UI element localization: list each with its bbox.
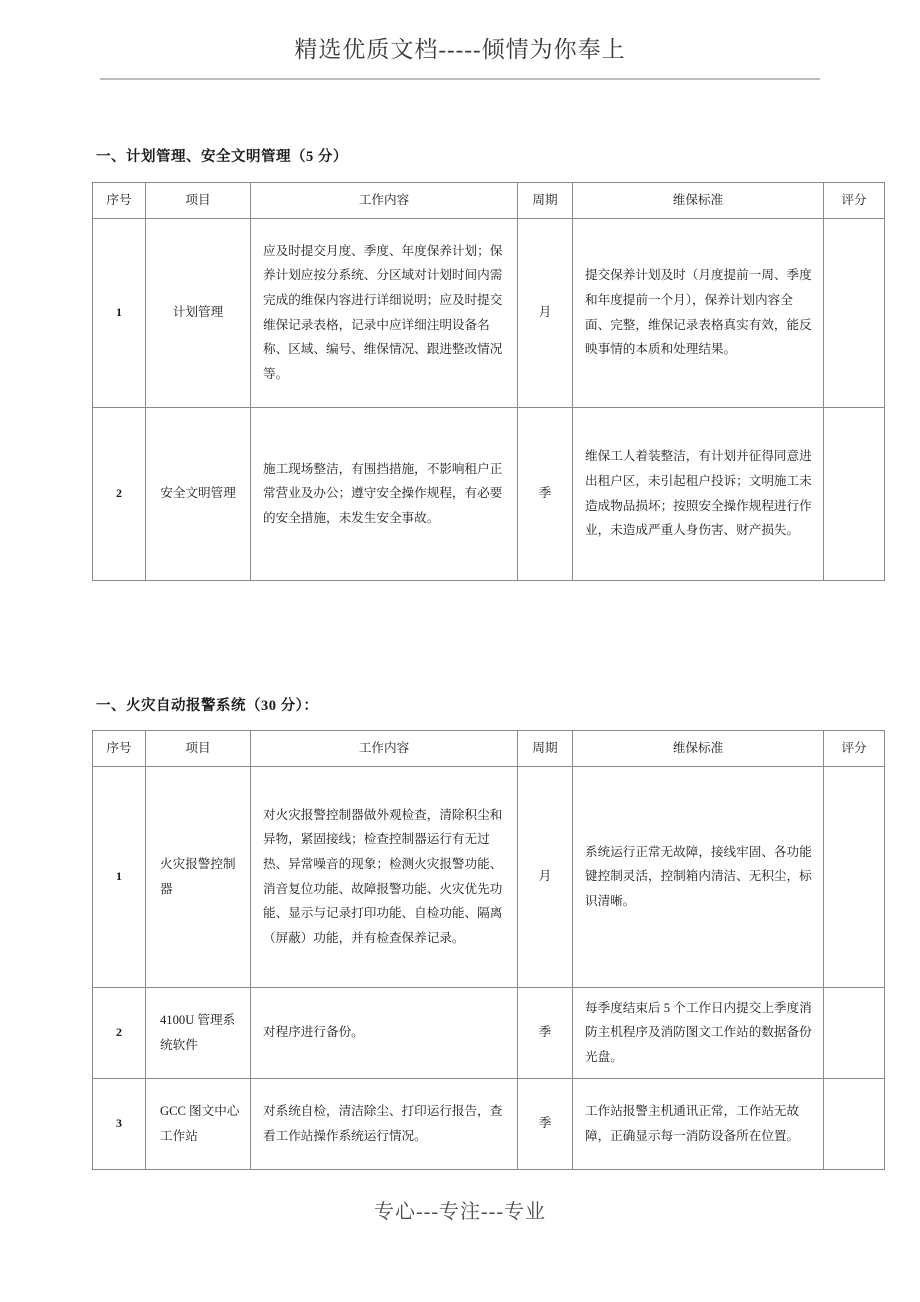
table-row <box>93 218 885 407</box>
row-index: 2 <box>93 407 146 580</box>
row-item: 4100U 管理系统软件 <box>146 987 251 1078</box>
row-index: 2 <box>93 987 146 1078</box>
row-period: 月 <box>518 766 573 987</box>
row-item: GCC 图文中心工作站 <box>146 1078 251 1169</box>
section-heading-2: 一、火灾自动报警系统（30 分）： <box>96 698 319 714</box>
table-row <box>93 766 885 987</box>
row-work: 对火灾报警控制器做外观检查，清除积尘和异物，紧固接线；检查控制器运行有无过热、异常噪音的现象；检测火灾报警功能、消音复位功能、故障报警功能、火灾优先功能、显示与记录打印功能、自检功能、隔离（屏蔽）功能，并有检查保养记录。 <box>251 766 518 987</box>
column-header-work: 工作内容 <box>251 183 518 219</box>
maintenance-table-1 <box>92 182 885 581</box>
column-header-index: 序号 <box>93 183 146 219</box>
column-header-period: 周期 <box>518 731 573 767</box>
row-standard: 每季度结束后 5 个工作日内提交上季度消防主机程序及消防图文工作站的数据备份光盘。 <box>573 987 824 1078</box>
header-text: 精选优质文档-----倾情为你奉上 <box>294 37 626 62</box>
column-header-score: 评分 <box>824 183 885 219</box>
row-score[interactable] <box>824 407 885 580</box>
row-score[interactable] <box>824 987 885 1078</box>
row-standard: 维保工人着装整洁，有计划并征得同意进出租户区，未引起租户投诉；文明施工未造成物品损坏；按照安全操作规程进行作业，未造成严重人身伤害、财产损失。 <box>573 407 824 580</box>
row-standard: 工作站报警主机通讯正常，工作站无故障，正确显示每一消防设备所在位置。 <box>573 1078 824 1169</box>
column-header-index: 序号 <box>93 731 146 767</box>
document-header <box>0 36 920 64</box>
table-row <box>93 1078 885 1169</box>
footer-text: 专心---专注---专业 <box>374 1201 546 1223</box>
section-heading-1: 一、计划管理、安全文明管理（5 分） <box>96 149 348 165</box>
table-header-row <box>93 731 885 767</box>
row-period: 季 <box>518 987 573 1078</box>
table-row <box>93 407 885 580</box>
row-index: 3 <box>93 1078 146 1169</box>
column-header-work: 工作内容 <box>251 731 518 767</box>
row-score[interactable] <box>824 766 885 987</box>
row-item: 计划管理 <box>146 218 251 407</box>
row-score[interactable] <box>824 218 885 407</box>
row-work: 应及时提交月度、季度、年度保养计划；保养计划应按分系统、分区域对计划时间内需完成的维保内容进行详细说明；应及时提交维保记录表格，记录中应详细注明设备名称、区域、编号、维保情况、跟进整改情况等。 <box>251 218 518 407</box>
row-item: 火灾报警控制器 <box>146 766 251 987</box>
row-score[interactable] <box>824 1078 885 1169</box>
column-header-item: 项目 <box>146 183 251 219</box>
row-period: 季 <box>518 407 573 580</box>
header-divider <box>100 78 820 80</box>
column-header-standard: 维保标准 <box>573 731 824 767</box>
row-standard: 系统运行正常无故障，接线牢固、各功能键控制灵活，控制箱内清洁、无积尘，标识清晰。 <box>573 766 824 987</box>
row-work: 对程序进行备份。 <box>251 987 518 1078</box>
row-work: 对系统自检，清洁除尘、打印运行报告，查看工作站操作系统运行情况。 <box>251 1078 518 1169</box>
document-footer <box>0 1195 920 1224</box>
column-header-period: 周期 <box>518 183 573 219</box>
table-row <box>93 987 885 1078</box>
row-standard: 提交保养计划及时（月度提前一周、季度和年度提前一个月），保养计划内容全面、完整，维保记录表格真实有效，能反映事情的本质和处理结果。 <box>573 218 824 407</box>
row-work: 施工现场整洁，有围挡措施，不影响租户正常营业及办公；遵守安全操作规程，有必要的安全措施，未发生安全事故。 <box>251 407 518 580</box>
column-header-score: 评分 <box>824 731 885 767</box>
row-index: 1 <box>93 218 146 407</box>
table-header-row <box>93 183 885 219</box>
maintenance-table-2 <box>92 730 885 1170</box>
row-item: 安全文明管理 <box>146 407 251 580</box>
row-period: 季 <box>518 1078 573 1169</box>
column-header-item: 项目 <box>146 731 251 767</box>
row-period: 月 <box>518 218 573 407</box>
column-header-standard: 维保标准 <box>573 183 824 219</box>
row-index: 1 <box>93 766 146 987</box>
